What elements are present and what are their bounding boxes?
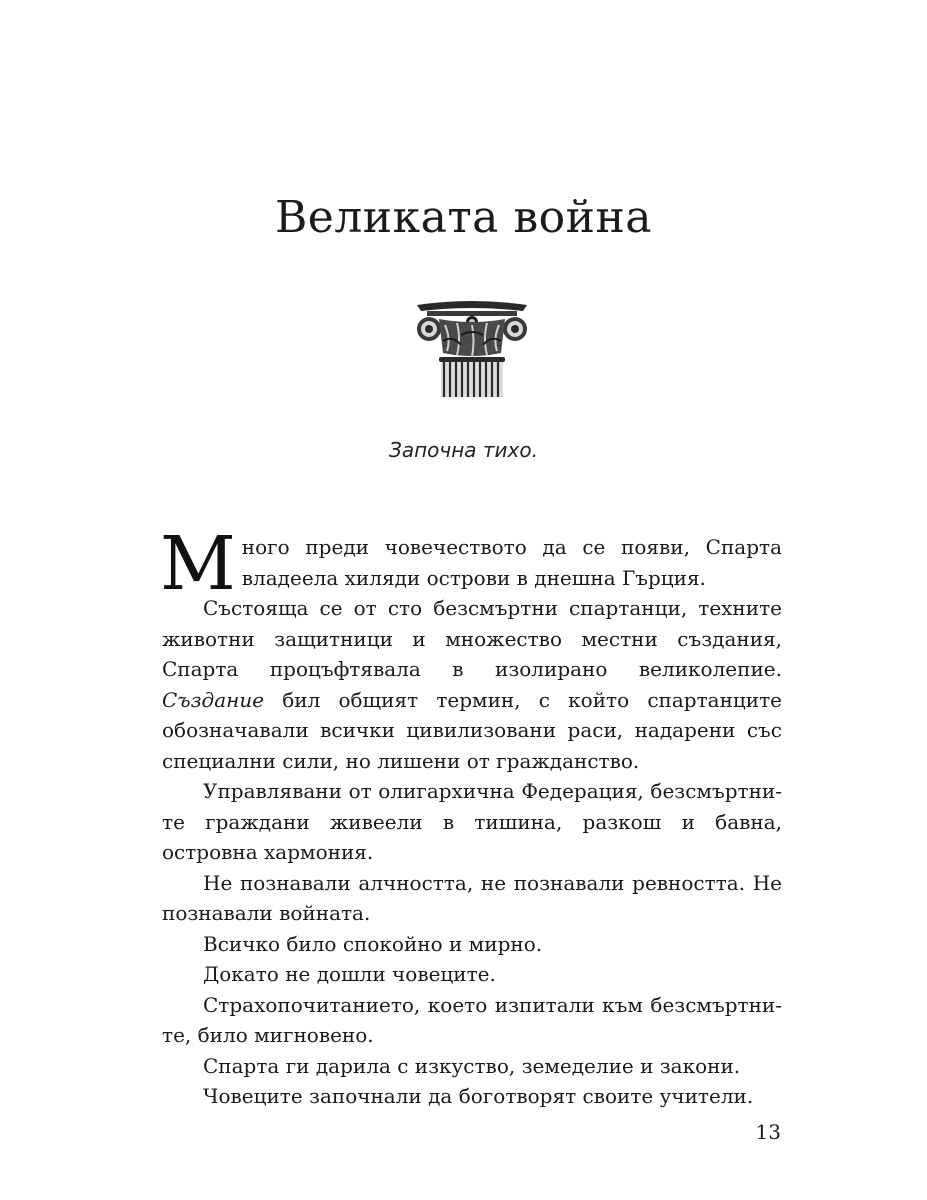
paragraph-9: Човеците започнали да боготворят своите учители. [203, 1084, 754, 1108]
paragraph-7: Страхопочитанието, което изпитали към безсмъртните, било мигновено. [162, 992, 782, 1047]
chapter-title: Великата война [274, 192, 653, 243]
paragraph-5: Всичко било спокойно и мирно. [203, 931, 543, 956]
paragraph-3: Управлявани от олигархична Федерация, безсмъртните граждани живеели в тишина, разкош и бавна, островна хармония. [162, 779, 782, 864]
page-number: 13 [755, 1120, 781, 1144]
paragraph-2-text-b: бил общият термин, с който спартанците обозначавали всички цивилизовани раси, надарени със специални сили, но лишени от гражданство. [162, 687, 782, 773]
corinthian-column-capital-icon [413, 295, 531, 397]
paragraph-2-text-a: Състояща се от сто безсмъртни спартанци, техните животни защитници и множество местни създания, Спарта процъфтявала в изолирано великолепие. [162, 596, 782, 681]
epigraph: Започна тихо. [389, 438, 538, 462]
chapter-body [160, 521, 782, 1112]
drop-cap: М [160, 521, 236, 607]
paragraph-1 [160, 521, 782, 607]
paragraph-8: Спарта ги дарила с изкуство, земеделие и закони. [203, 1053, 741, 1078]
paragraph-1-text: ного преди човечеството да се появи, Спарта владеела хиляди острови в днешна Гърция. [241, 535, 782, 590]
paragraph-4: Не познавали алчността, не познавали ревността. Не познавали войната. [162, 870, 782, 925]
paragraph-6: Докато не дошли човеците. [203, 962, 496, 986]
paragraph-2 [162, 593, 782, 776]
paragraph-2-emphasis: Създание [162, 687, 265, 712]
